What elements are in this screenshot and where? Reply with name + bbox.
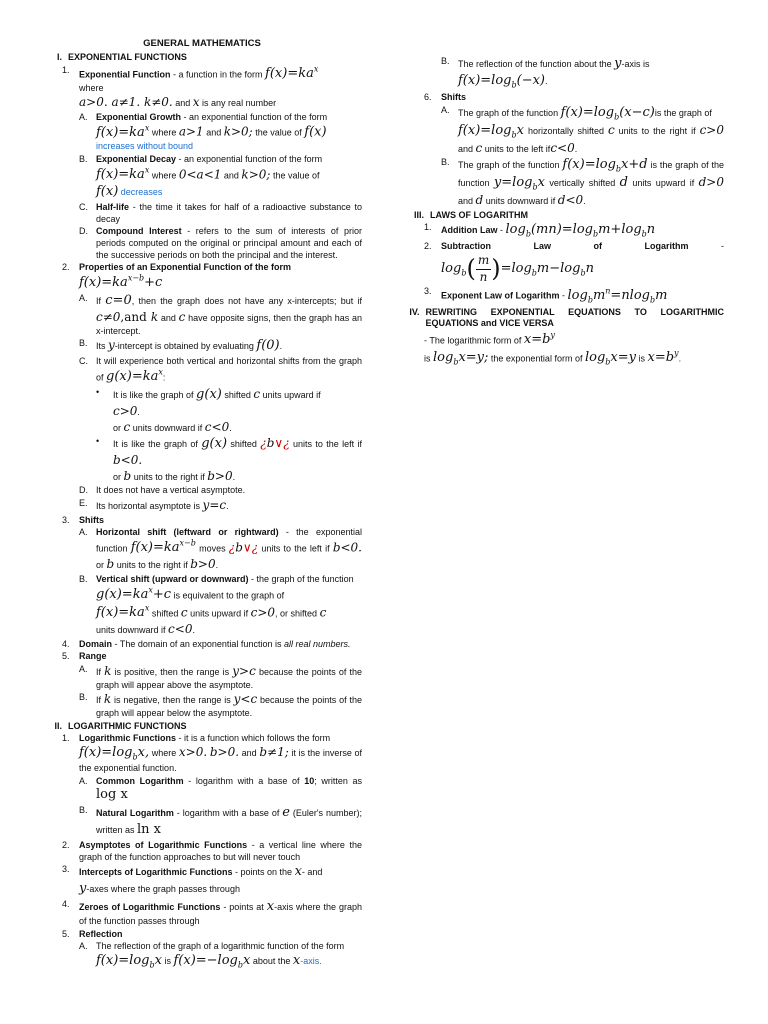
- highlight-text: increases without bound: [96, 141, 194, 152]
- formula: $f(x)=ka^x$: [265, 65, 319, 82]
- list-item: 4. Zeroes of Logarithmic Functions - points at x-axis where the graph of the function passes through: [62, 899, 363, 926]
- fraction: $\frac{m}{n}$: [477, 253, 490, 284]
- list-item: 5. Reflection: [62, 928, 123, 939]
- list-item: 2. Asymptotes of Logarithmic Functions - a vertical line where the graph of the function approaches to but will never touch: [62, 839, 362, 862]
- list-item: 1. Addition Law - $\log_b(mn)=\log_bm+\log_bn$: [424, 222, 656, 239]
- section-heading: [42, 52, 362, 64]
- formula: $g(x)=ka^x$: [106, 368, 163, 385]
- section-number: I.: [56, 52, 62, 63]
- list-item: E. Its horizontal asymptote is y=c.: [79, 498, 229, 513]
- list-item: A. Horizontal shift (leftward or rightward) - the exponential function $f(x)=ka^{x-b}$ moves ¿b∨¿ units to the left if b<0. or b units to the right if b>0.: [79, 527, 363, 572]
- formula: $g(x)=ka^x+c$: [96, 585, 172, 602]
- list-item: B. If k is negative, then the range is y<c because the points of the graph will appear below the asymptote.: [79, 692, 363, 718]
- list-item: 3. Shifts: [62, 514, 105, 525]
- list-item: A. If c=0, then the graph does not have any x-intercepts; but if c≠0,and k and c have opposite signs, then the graph has an x-intercept.: [79, 293, 362, 336]
- list-item: B. Natural Logarithm - logarithm with a base of e (Euler's number); written as ln x: [79, 805, 362, 838]
- bullet-icon: •: [96, 436, 100, 447]
- formula: $f(x)=\log_bx$: [96, 953, 162, 970]
- formula: $\log_b$: [441, 260, 467, 278]
- formula: $f(x)=\log_b(x-c)$: [560, 104, 655, 122]
- section-heading: IV. REWRITING EXPONENTIAL EQUATIONS TO LOGARITHMIC EQUATIONS and VICE VERSA: [409, 306, 724, 329]
- paragraph: - The logarithmic form of $x=b^y$ is $\log_bx=y$; the exponential form of $\log_bx=y$ is $x=b^y$.: [424, 330, 682, 368]
- list-item: C. It will experience both vertical and horizontal shifts from the graph of $g(x)=ka^x$:: [79, 356, 362, 385]
- left-column: [42, 38, 362, 971]
- list-item: 2. Subtraction Law of Logarithm - $\log_b$( $\frac{m}{n}$ )$=\log_bm-\log_bn$: [424, 241, 724, 284]
- list-item: C. Half-life - the time it takes for half of a radioactive substance to decay: [79, 201, 362, 224]
- list-item: B. The reflection of the function about the y-axis is $f(x)=\log_b(-x)$.: [441, 56, 650, 90]
- formula: $y=\log_bx$: [493, 175, 545, 192]
- list-item: B. The graph of the function $f(x)=\log_bx+d$ is the graph of the function $y=\log_bx$ vertically shifted d units upward if d>0 and d units downward if d<0.: [441, 157, 724, 208]
- list-item: B. Exponential Decay - an exponential function of the form $f(x)=ka^x$ where 0<a<1 and k>0; the value of f(x) decreases: [79, 154, 323, 200]
- list-item: • It is like the graph of g(x) shifted c units upward if c>0. or c units downward if c<0.: [96, 387, 321, 434]
- formula: $f(x)=ka^x$: [96, 123, 150, 140]
- list-item: • It is like the graph of g(x) shifted ¿b∨¿ units to the left if b<0. or b units to the right if b>0.: [96, 436, 362, 483]
- highlight-text: decreases: [118, 187, 163, 198]
- formula: $f(x)=ka^x$: [96, 165, 150, 183]
- list-item: A. The reflection of the graph of a logarithmic function of the form $f(x)=\log_bx$ is $f(x)=-\log_bx$ about the x-axis.: [79, 941, 345, 970]
- list-item: 4. Domain - The domain of an exponential function is all real numbers.: [62, 638, 351, 649]
- formula: $f(x)=ka^{x-b}+c$: [79, 274, 163, 291]
- list-item: 6. Shifts: [424, 91, 467, 102]
- list-item: 3. Intercepts of Logarithmic Functions - points on the x- and y-axes where the graph passes through: [62, 864, 323, 897]
- list-item: A. Common Logarithm - logarithm with a base of 10; written as log x: [79, 775, 362, 803]
- list-item: A. If k is positive, then the range is y>c because the points of the graph will appear above the asymptote.: [79, 663, 362, 690]
- formula: $\log_b(mn)=\log_bm+\log_bn$: [505, 222, 656, 239]
- list-item: 1. Logarithmic Functions - it is a function which follows the form $f(x)=\log_bx$, where x>0. b>0. and b≠1; it is the inverse of the exponential function.: [62, 733, 362, 773]
- formula: $f(x)=\log_bx$,: [79, 744, 150, 762]
- right-column: [404, 55, 724, 368]
- formula: $=\log_bm-\log_bn$: [500, 260, 594, 278]
- formula: $f(x)=-\log_bx$: [173, 953, 251, 970]
- formula: $f(x)=\log_bx$: [458, 122, 524, 140]
- list-item: 5. Range: [62, 651, 107, 662]
- list-item: D. It does not have a vertical asymptote.: [79, 485, 246, 496]
- formula: $f(x)=ka^{x-b}$: [130, 539, 196, 556]
- formula: $f(x)=ka^x$: [96, 603, 150, 621]
- list-item: A. The graph of the function $f(x)=\log_b(x-c)is$ the graph of $f(x)=\log_bx$ horizontally shifted c units to the right if c>0 and c units to the left ifc<0.: [441, 104, 724, 155]
- list-item: D. Compound Interest - refers to the sum of interests of prior periods computed on the original or principal amount and each of the successive periods on both the principal and the interest.: [79, 226, 362, 260]
- formula: $\log_bm^n=nlog_bm$: [567, 286, 668, 305]
- formula: $f(x)=\log_b(-x)$: [458, 72, 545, 90]
- list-item: 3. Exponent Law of Logarithm - $\log_bm^n=nlog_bm$: [424, 286, 668, 305]
- section-heading: II. LOGARITHMIC FUNCTIONS: [54, 720, 187, 731]
- section-title: EXPONENTIAL FUNCTIONS: [68, 52, 187, 63]
- list-item: 2. Properties of an Exponential Function of the form $f(x)=ka^{x-b}+c$: [62, 262, 292, 291]
- list-item: B. Its y-intercept is obtained by evaluating f(0).: [79, 338, 283, 354]
- bullet-icon: •: [96, 387, 100, 398]
- formula: $f(x)=\log_bx+d$: [562, 157, 648, 174]
- page-title: GENERAL MATHEMATICS: [143, 38, 261, 49]
- list-item: A. Exponential Growth - an exponential function of the form $f(x)=ka^x$ where a>1 and k>0; the value of f(x) increases without bound: [79, 111, 328, 152]
- list-item: B. Vertical shift (upward or downward) - the graph of the function $g(x)=ka^x+c$ is equivalent to the graph of $f(x)=ka^x$ shifted c units upward if c>0, or shifted c units downward if c<0.: [79, 573, 354, 636]
- list-item: 1. Exponential Function - a function in the form $f(x)=ka^x$ where a>0. a≠1. k≠0. and x is any real number: [62, 65, 319, 109]
- section-heading: III. LAWS OF LOGARITHM: [413, 209, 528, 220]
